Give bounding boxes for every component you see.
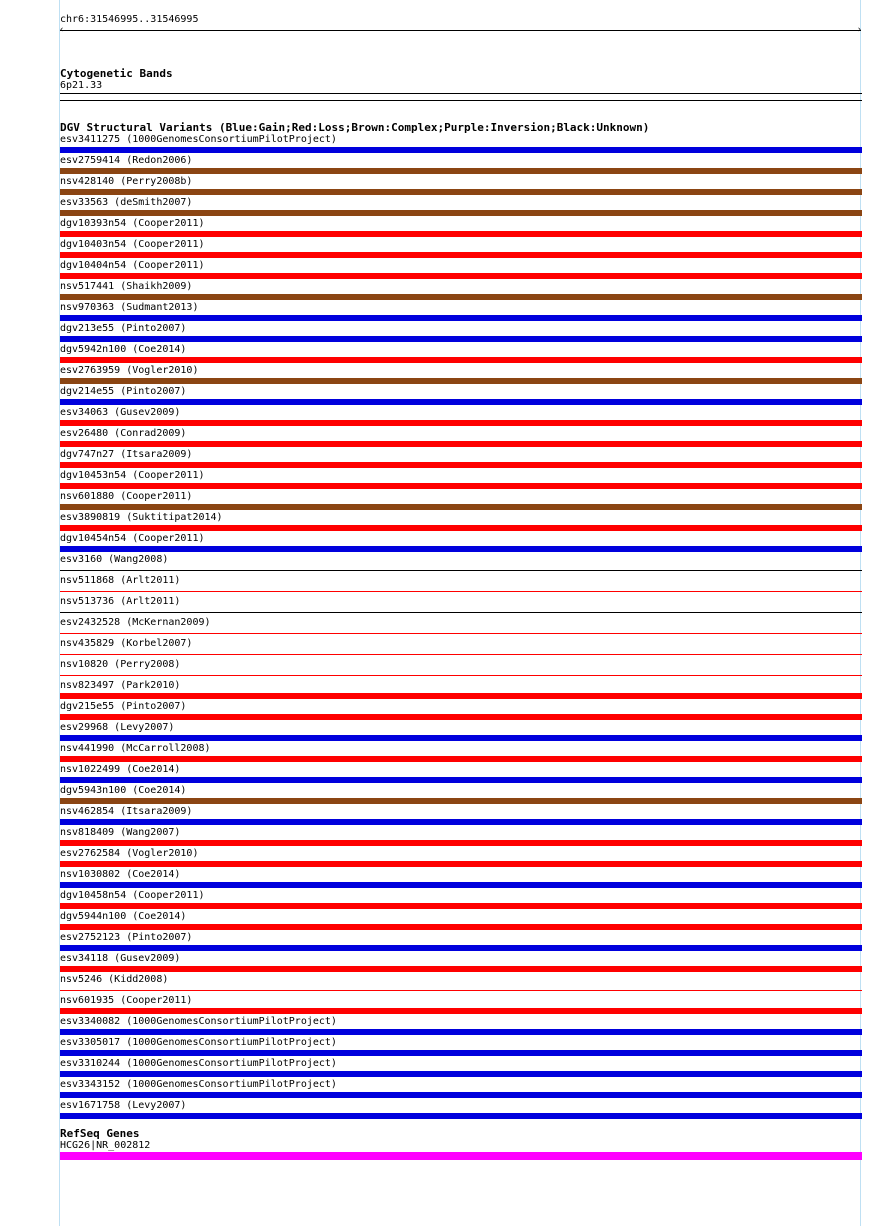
dgv-variant-row[interactable]: [60, 848, 862, 869]
dgv-variant-bar[interactable]: [60, 903, 862, 909]
dgv-variant-bar[interactable]: [60, 798, 862, 804]
dgv-variant-bar[interactable]: [60, 924, 862, 930]
dgv-variant-row[interactable]: [60, 1037, 862, 1058]
dgv-variant-row[interactable]: [60, 470, 862, 491]
dgv-variant-bar[interactable]: [60, 504, 862, 510]
dgv-variant-bar[interactable]: [60, 1071, 862, 1077]
dgv-variant-row[interactable]: [60, 617, 862, 638]
dgv-variant-label: dgv213e55 (Pinto2007): [60, 323, 187, 334]
dgv-variant-label: nsv1030802 (Coe2014): [60, 869, 181, 880]
dgv-variant-label: esv2759414 (Redon2006): [60, 155, 193, 166]
dgv-variant-row[interactable]: [60, 764, 862, 785]
dgv-variant-bar[interactable]: [60, 525, 862, 531]
dgv-variant-bar[interactable]: [60, 654, 862, 655]
dgv-variant-bar[interactable]: [60, 273, 862, 279]
dgv-variant-label: esv1671758 (Levy2007): [60, 1100, 187, 1111]
dgv-variant-row[interactable]: [60, 491, 862, 512]
dgv-variant-bar[interactable]: [60, 252, 862, 258]
dgv-variant-row[interactable]: [60, 953, 862, 974]
dgv-variant-label: nsv5246 (Kidd2008): [60, 974, 169, 985]
dgv-variant-label: esv3411275 (1000GenomesConsortiumPilotProject): [60, 134, 337, 145]
dgv-variant-row[interactable]: [60, 239, 862, 260]
dgv-variant-row[interactable]: [60, 260, 862, 281]
dgv-variant-bar[interactable]: [60, 777, 862, 783]
dgv-variant-bar[interactable]: [60, 966, 862, 972]
dgv-variant-bar[interactable]: [60, 945, 862, 951]
dgv-variant-label: dgv10404n54 (Cooper2011): [60, 260, 205, 271]
refseq-gene-bar[interactable]: [60, 1152, 862, 1160]
cytoband-label[interactable]: 6p21.33: [60, 80, 103, 91]
dgv-variant-bar[interactable]: [60, 882, 862, 888]
dgv-variant-row[interactable]: [60, 155, 862, 176]
coordinate-label: chr6:31546995..31546995: [60, 14, 199, 25]
dgv-variant-bar[interactable]: [60, 756, 862, 762]
dgv-variant-row[interactable]: [60, 1079, 862, 1100]
dgv-variant-label: esv3305017 (1000GenomesConsortiumPilotProject): [60, 1037, 337, 1048]
dgv-variant-label: dgv10453n54 (Cooper2011): [60, 470, 205, 481]
dgv-variant-bar[interactable]: [60, 861, 862, 867]
dgv-variant-row[interactable]: [60, 512, 862, 533]
track-divider: [60, 100, 862, 101]
refseq-track-title: RefSeq Genes: [60, 1127, 140, 1140]
dgv-variant-bar[interactable]: [60, 168, 862, 174]
dgv-variant-bar[interactable]: [60, 357, 862, 363]
dgv-variant-label: dgv5943n100 (Coe2014): [60, 785, 187, 796]
dgv-variant-row[interactable]: [60, 827, 862, 848]
dgv-variant-label: dgv215e55 (Pinto2007): [60, 701, 187, 712]
dgv-variant-row[interactable]: [60, 722, 862, 743]
coordinate-ruler: [59, 25, 862, 35]
dgv-variant-row[interactable]: [60, 365, 862, 386]
dgv-track-title: DGV Structural Variants (Blue:Gain;Red:Loss;Brown:Complex;Purple:Inversion;Black:Unknown): [60, 121, 650, 134]
dgv-variant-row[interactable]: [60, 1016, 862, 1037]
dgv-variant-row[interactable]: [60, 974, 862, 995]
dgv-variant-label: esv2763959 (Vogler2010): [60, 365, 199, 376]
dgv-variant-row[interactable]: [60, 1100, 862, 1121]
dgv-variant-label: esv2432528 (McKernan2009): [60, 617, 211, 628]
dgv-variant-row[interactable]: [60, 869, 862, 890]
dgv-variant-bar[interactable]: [60, 189, 862, 195]
dgv-variant-bar[interactable]: [60, 315, 862, 321]
dgv-variant-row[interactable]: [60, 911, 862, 932]
dgv-variant-label: nsv513736 (Arlt2011): [60, 596, 181, 607]
dgv-variant-row[interactable]: [60, 554, 862, 575]
dgv-variant-label: esv3310244 (1000GenomesConsortiumPilotProject): [60, 1058, 337, 1069]
dgv-variant-row[interactable]: [60, 449, 862, 470]
refseq-gene-label: HCG26|NR_002812: [60, 1140, 151, 1151]
dgv-variant-label: nsv511868 (Arlt2011): [60, 575, 181, 586]
dgv-variant-bar[interactable]: [60, 1008, 862, 1014]
dgv-variant-bar[interactable]: [60, 714, 862, 720]
dgv-variant-label: dgv747n27 (Itsara2009): [60, 449, 193, 460]
dgv-variant-bar[interactable]: [60, 612, 862, 613]
dgv-variant-label: nsv441990 (McCarroll2008): [60, 743, 211, 754]
dgv-variant-label: nsv10820 (Perry2008): [60, 659, 181, 670]
dgv-variant-bar[interactable]: [60, 990, 862, 991]
arrow-right-icon: ›: [856, 25, 862, 35]
dgv-variant-bar[interactable]: [60, 294, 862, 300]
dgv-variant-row[interactable]: [60, 575, 862, 596]
dgv-variant-row[interactable]: [60, 596, 862, 617]
dgv-variant-row[interactable]: [60, 701, 862, 722]
dgv-variant-bar[interactable]: [60, 819, 862, 825]
dgv-variant-label: nsv823497 (Park2010): [60, 680, 181, 691]
dgv-variant-bar[interactable]: [60, 483, 862, 489]
dgv-variant-bar[interactable]: [60, 1092, 862, 1098]
dgv-variant-row[interactable]: [60, 302, 862, 323]
dgv-variant-label: dgv10454n54 (Cooper2011): [60, 533, 205, 544]
dgv-variant-bar[interactable]: [60, 210, 862, 216]
dgv-variant-label: nsv601880 (Cooper2011): [60, 491, 193, 502]
dgv-variant-label: dgv10403n54 (Cooper2011): [60, 239, 205, 250]
dgv-variant-bar[interactable]: [60, 147, 862, 153]
dgv-variant-row[interactable]: [60, 659, 862, 680]
dgv-variant-bar[interactable]: [60, 1050, 862, 1056]
dgv-variant-label: esv3890819 (Suktitipat2014): [60, 512, 223, 523]
dgv-variant-label: esv33563 (deSmith2007): [60, 197, 193, 208]
dgv-variant-label: esv3340082 (1000GenomesConsortiumPilotProject): [60, 1016, 337, 1027]
dgv-variant-label: nsv428140 (Perry2008b): [60, 176, 193, 187]
dgv-variant-label: esv29968 (Levy2007): [60, 722, 175, 733]
dgv-variant-label: esv2752123 (Pinto2007): [60, 932, 193, 943]
dgv-variant-bar[interactable]: [60, 399, 862, 405]
dgv-variant-bar[interactable]: [60, 591, 862, 592]
dgv-variant-row[interactable]: [60, 806, 862, 827]
dgv-variant-label: nsv970363 (Sudmant2013): [60, 302, 199, 313]
dgv-variant-label: nsv818409 (Wang2007): [60, 827, 181, 838]
dgv-variant-bar[interactable]: [60, 1113, 862, 1119]
dgv-variant-row[interactable]: [60, 218, 862, 239]
dgv-variant-bar[interactable]: [60, 231, 862, 237]
dgv-variant-bar[interactable]: [60, 735, 862, 741]
dgv-variant-label: dgv214e55 (Pinto2007): [60, 386, 187, 397]
dgv-variant-label: nsv1022499 (Coe2014): [60, 764, 181, 775]
dgv-variant-row[interactable]: [60, 638, 862, 659]
dgv-variant-row[interactable]: [60, 197, 862, 218]
dgv-variant-row[interactable]: [60, 344, 862, 365]
dgv-variant-label: esv3343152 (1000GenomesConsortiumPilotProject): [60, 1079, 337, 1090]
cytoband-track-title: Cytogenetic Bands: [60, 67, 173, 80]
dgv-variant-row[interactable]: [60, 428, 862, 449]
dgv-variant-label: nsv517441 (Shaikh2009): [60, 281, 193, 292]
dgv-variant-row[interactable]: [60, 680, 862, 701]
dgv-variant-bar[interactable]: [60, 336, 862, 342]
refseq-gene-row[interactable]: [60, 1140, 862, 1161]
dgv-variant-label: esv34118 (Gusev2009): [60, 953, 181, 964]
dgv-variant-bar[interactable]: [60, 462, 862, 468]
dgv-variant-row[interactable]: [60, 323, 862, 344]
dgv-variant-label: dgv10393n54 (Cooper2011): [60, 218, 205, 229]
dgv-variant-bar[interactable]: [60, 693, 862, 699]
dgv-variant-row[interactable]: [60, 386, 862, 407]
dgv-variant-bar[interactable]: [60, 1029, 862, 1035]
arrow-left-icon: ‹: [59, 25, 65, 35]
dgv-variant-label: esv2762584 (Vogler2010): [60, 848, 199, 859]
dgv-variant-bar[interactable]: [60, 546, 862, 552]
dgv-variant-bar[interactable]: [60, 633, 862, 634]
dgv-variant-label: dgv5942n100 (Coe2014): [60, 344, 187, 355]
dgv-variant-label: esv3160 (Wang2008): [60, 554, 169, 565]
dgv-variant-row[interactable]: [60, 407, 862, 428]
dgv-variant-bar[interactable]: [60, 378, 862, 384]
dgv-variant-bar[interactable]: [60, 675, 862, 676]
dgv-variant-row[interactable]: [60, 743, 862, 764]
dgv-variant-label: esv34063 (Gusev2009): [60, 407, 181, 418]
dgv-variant-bar[interactable]: [60, 420, 862, 426]
dgv-variant-label: nsv462854 (Itsara2009): [60, 806, 193, 817]
dgv-variant-bar[interactable]: [60, 840, 862, 846]
dgv-variant-row[interactable]: [60, 785, 862, 806]
dgv-variant-row[interactable]: [60, 932, 862, 953]
dgv-variant-row[interactable]: [60, 176, 862, 197]
dgv-variant-row[interactable]: [60, 995, 862, 1016]
dgv-variant-bar[interactable]: [60, 441, 862, 447]
dgv-variant-label: nsv601935 (Cooper2011): [60, 995, 193, 1006]
dgv-variant-row[interactable]: [60, 533, 862, 554]
dgv-variant-row[interactable]: [60, 1058, 862, 1079]
dgv-variant-label: esv26480 (Conrad2009): [60, 428, 187, 439]
dgv-variant-label: dgv5944n100 (Coe2014): [60, 911, 187, 922]
dgv-variant-row[interactable]: [60, 890, 862, 911]
dgv-variant-row[interactable]: [60, 281, 862, 302]
dgv-variant-bar[interactable]: [60, 570, 862, 571]
dgv-variant-label: dgv10458n54 (Cooper2011): [60, 890, 205, 901]
dgv-variant-row[interactable]: [60, 134, 862, 155]
dgv-variant-label: nsv435829 (Korbel2007): [60, 638, 193, 649]
cytoband-line: [60, 93, 862, 94]
